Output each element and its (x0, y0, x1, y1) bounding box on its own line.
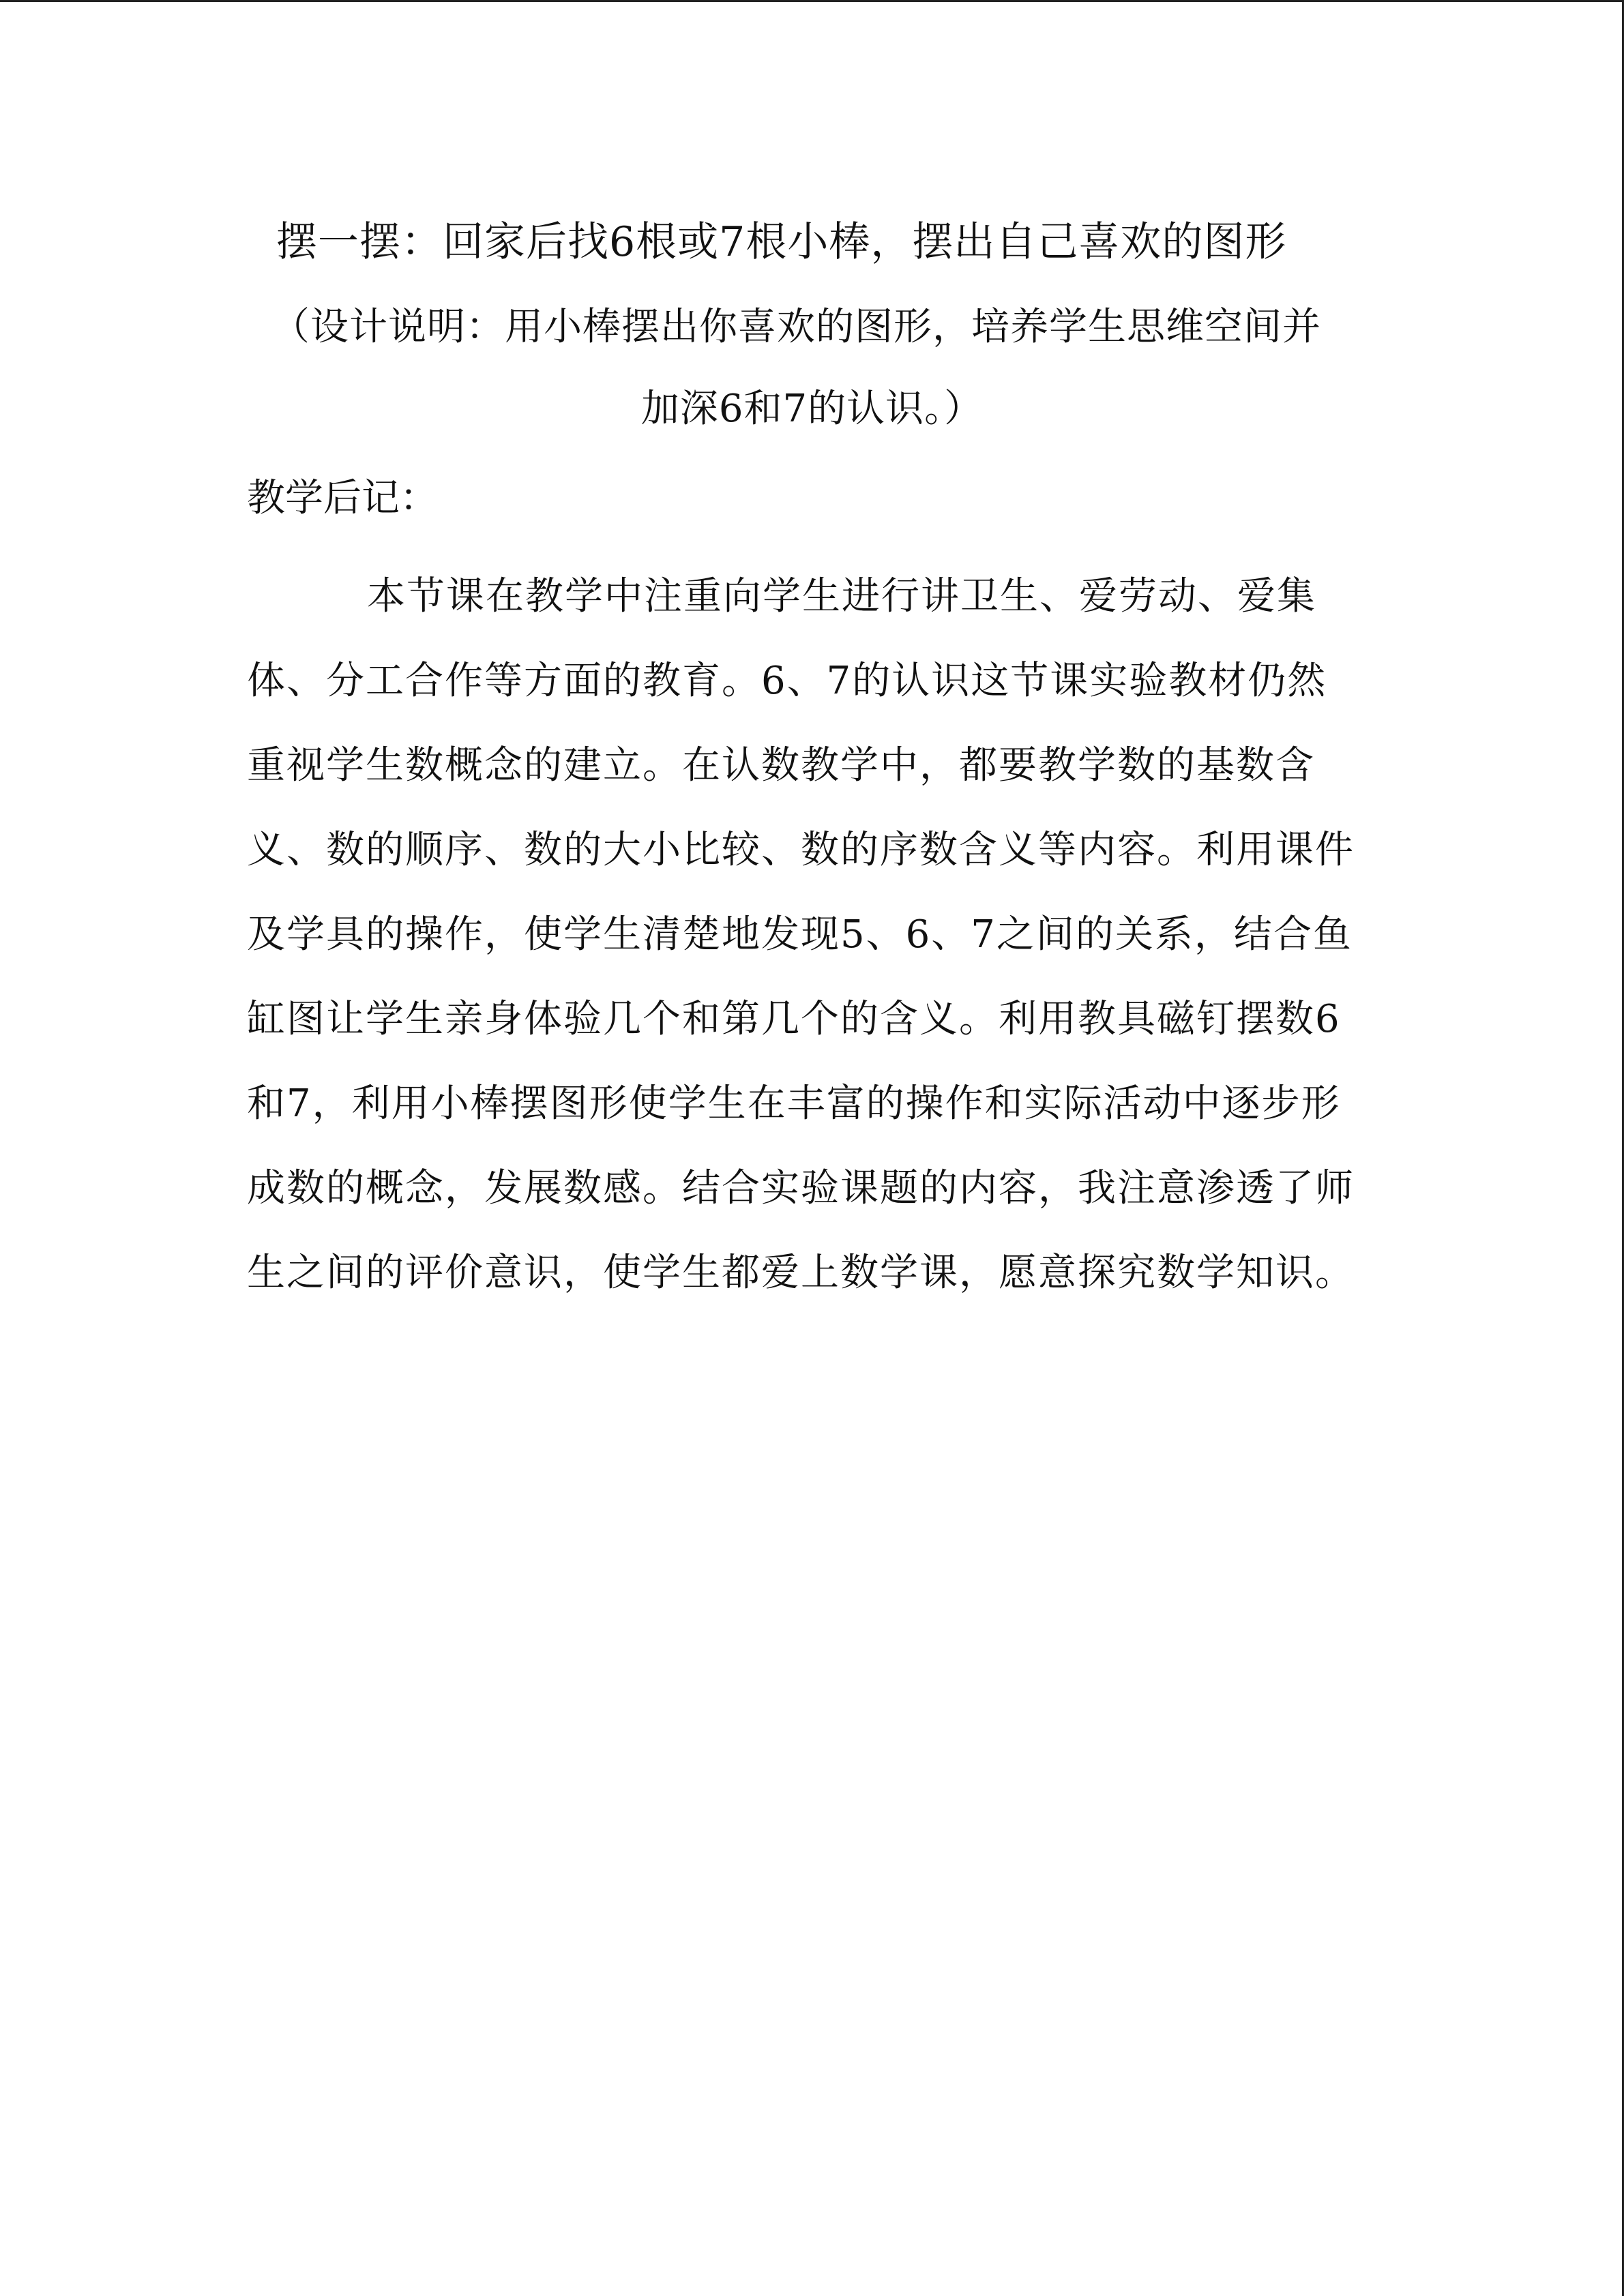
design-note-line-1: （设计说明：用小棒摆出你喜欢的图形，培养学生思维空间并 (271, 305, 1321, 349)
activity-instruction: 摆一摆：回家后找6根或7根小棒，摆出自己喜欢的图形 (276, 218, 1287, 266)
postscript-heading: 教学后记： (247, 476, 438, 520)
postscript-paragraph: 本节课在教学中注重向学生进行讲卫生、爱劳动、爱集体、分工合作等方面的教育。6、7的认识这节课实验教材仍然重视学生数概念的建立。在认数教学中，都要教学数的基数含义、数的顺序、数的大小比较、数的序数含义等内容。利用课件及学具的操作，使学生清楚地发现5、6、7之间的关系，结合鱼缸图让学生亲身体验几个和第几个的含义。利用教具磁钉摆数6和7，利用小棒摆图形使学生在丰富的操作和实际活动中逐步形成数的概念，发展数感。结合实验课题的内容，我注意渗透了师生之间的评价意识，使学生都爱上数学课，愿意探究数学知识。 (247, 574, 1355, 1295)
design-note-line-2: 加深6和7的认识。） (640, 387, 984, 431)
